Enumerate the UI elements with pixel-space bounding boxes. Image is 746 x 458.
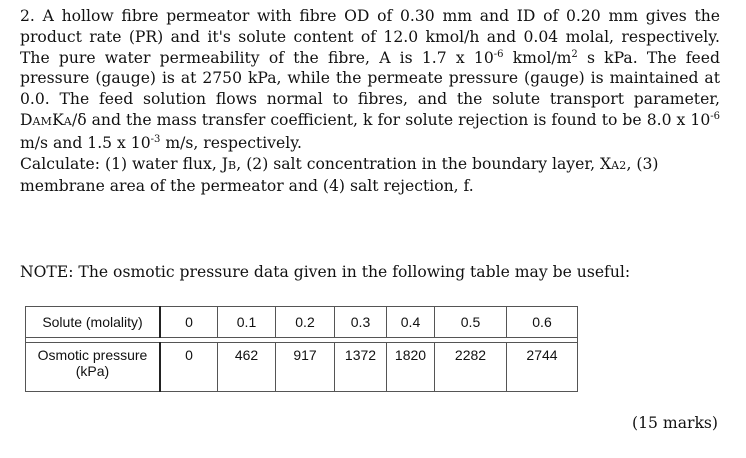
table-cell: 0 <box>160 343 218 392</box>
table-row <box>26 307 578 338</box>
osmotic-pressure-table <box>25 306 578 392</box>
question-text-part: , (3) membrane area of the permeator and (4) salt rejection, f. <box>20 154 659 196</box>
exponent: -6 <box>493 48 504 60</box>
table-cell: 0.2 <box>276 307 335 338</box>
exponent: -3 <box>150 133 161 145</box>
table-row-header: Solute (molality) <box>26 307 161 338</box>
question-text <box>20 6 720 197</box>
table-cell: 1372 <box>335 343 387 392</box>
marks-label: (15 marks) <box>632 414 718 432</box>
exponent: -6 <box>710 110 720 122</box>
table-row <box>26 343 578 392</box>
question-text-part: , (2) salt concentration in the boundary layer, X <box>236 154 612 173</box>
table-cell: 0.6 <box>507 307 578 338</box>
question-paragraph <box>20 6 720 154</box>
table-cell: 917 <box>276 343 335 392</box>
table-cell: 2282 <box>435 343 507 392</box>
table-cell: 0.1 <box>218 307 276 338</box>
table-cell: 0.3 <box>335 307 387 338</box>
table-cell: 0.5 <box>435 307 507 338</box>
question-text-part: s kPa. The feed pressure (gauge) is at 2750 kPa, while the permeate pressure (gauge) is maintained at 0.0. The feed solution flows normal to fibres, and the solute transport parameter, D <box>20 48 720 129</box>
table-cell: 462 <box>218 343 276 392</box>
table-cell: 0 <box>160 307 218 338</box>
question-text-part: /δ and the mass transfer coefficient, k for solute rejection is found to be 8.0 x 10 <box>71 110 711 129</box>
question-text-part: m/s, respectively. <box>160 133 302 152</box>
subscript: A2 <box>611 158 627 172</box>
table-cell: 2744 <box>507 343 578 392</box>
question-text-part: Calculate: (1) water flux, J <box>20 154 228 173</box>
question-text-part: 2. A hollow fibre permeator with fibre OD of 0.30 mm and ID of 0.20 mm gives the product rate (PR) and it's solute content of 12.0 kmol/h and 0.04 molal, respectively. The pure water permeability of the fibre, A is 1.7 x 10 <box>20 7 720 67</box>
question-text-part: kmol/m <box>503 48 572 67</box>
exponent: 2 <box>571 48 578 60</box>
question-text-part: m/s and 1.5 x 10 <box>20 133 151 152</box>
subscript: B <box>227 158 237 172</box>
table-cell: 0.4 <box>387 307 435 338</box>
table-cell: 1820 <box>387 343 435 392</box>
row-header-line: Osmotic pressure <box>37 347 148 363</box>
table-row-header <box>26 343 161 392</box>
row-header-line: (kPa) <box>75 363 110 379</box>
subscript: AM <box>32 114 53 128</box>
question-text-part: K <box>52 110 64 129</box>
subscript: A <box>63 114 72 128</box>
calculate-instructions <box>20 154 720 198</box>
note-text: NOTE: The osmotic pressure data given in the following table may be useful: <box>20 263 631 281</box>
